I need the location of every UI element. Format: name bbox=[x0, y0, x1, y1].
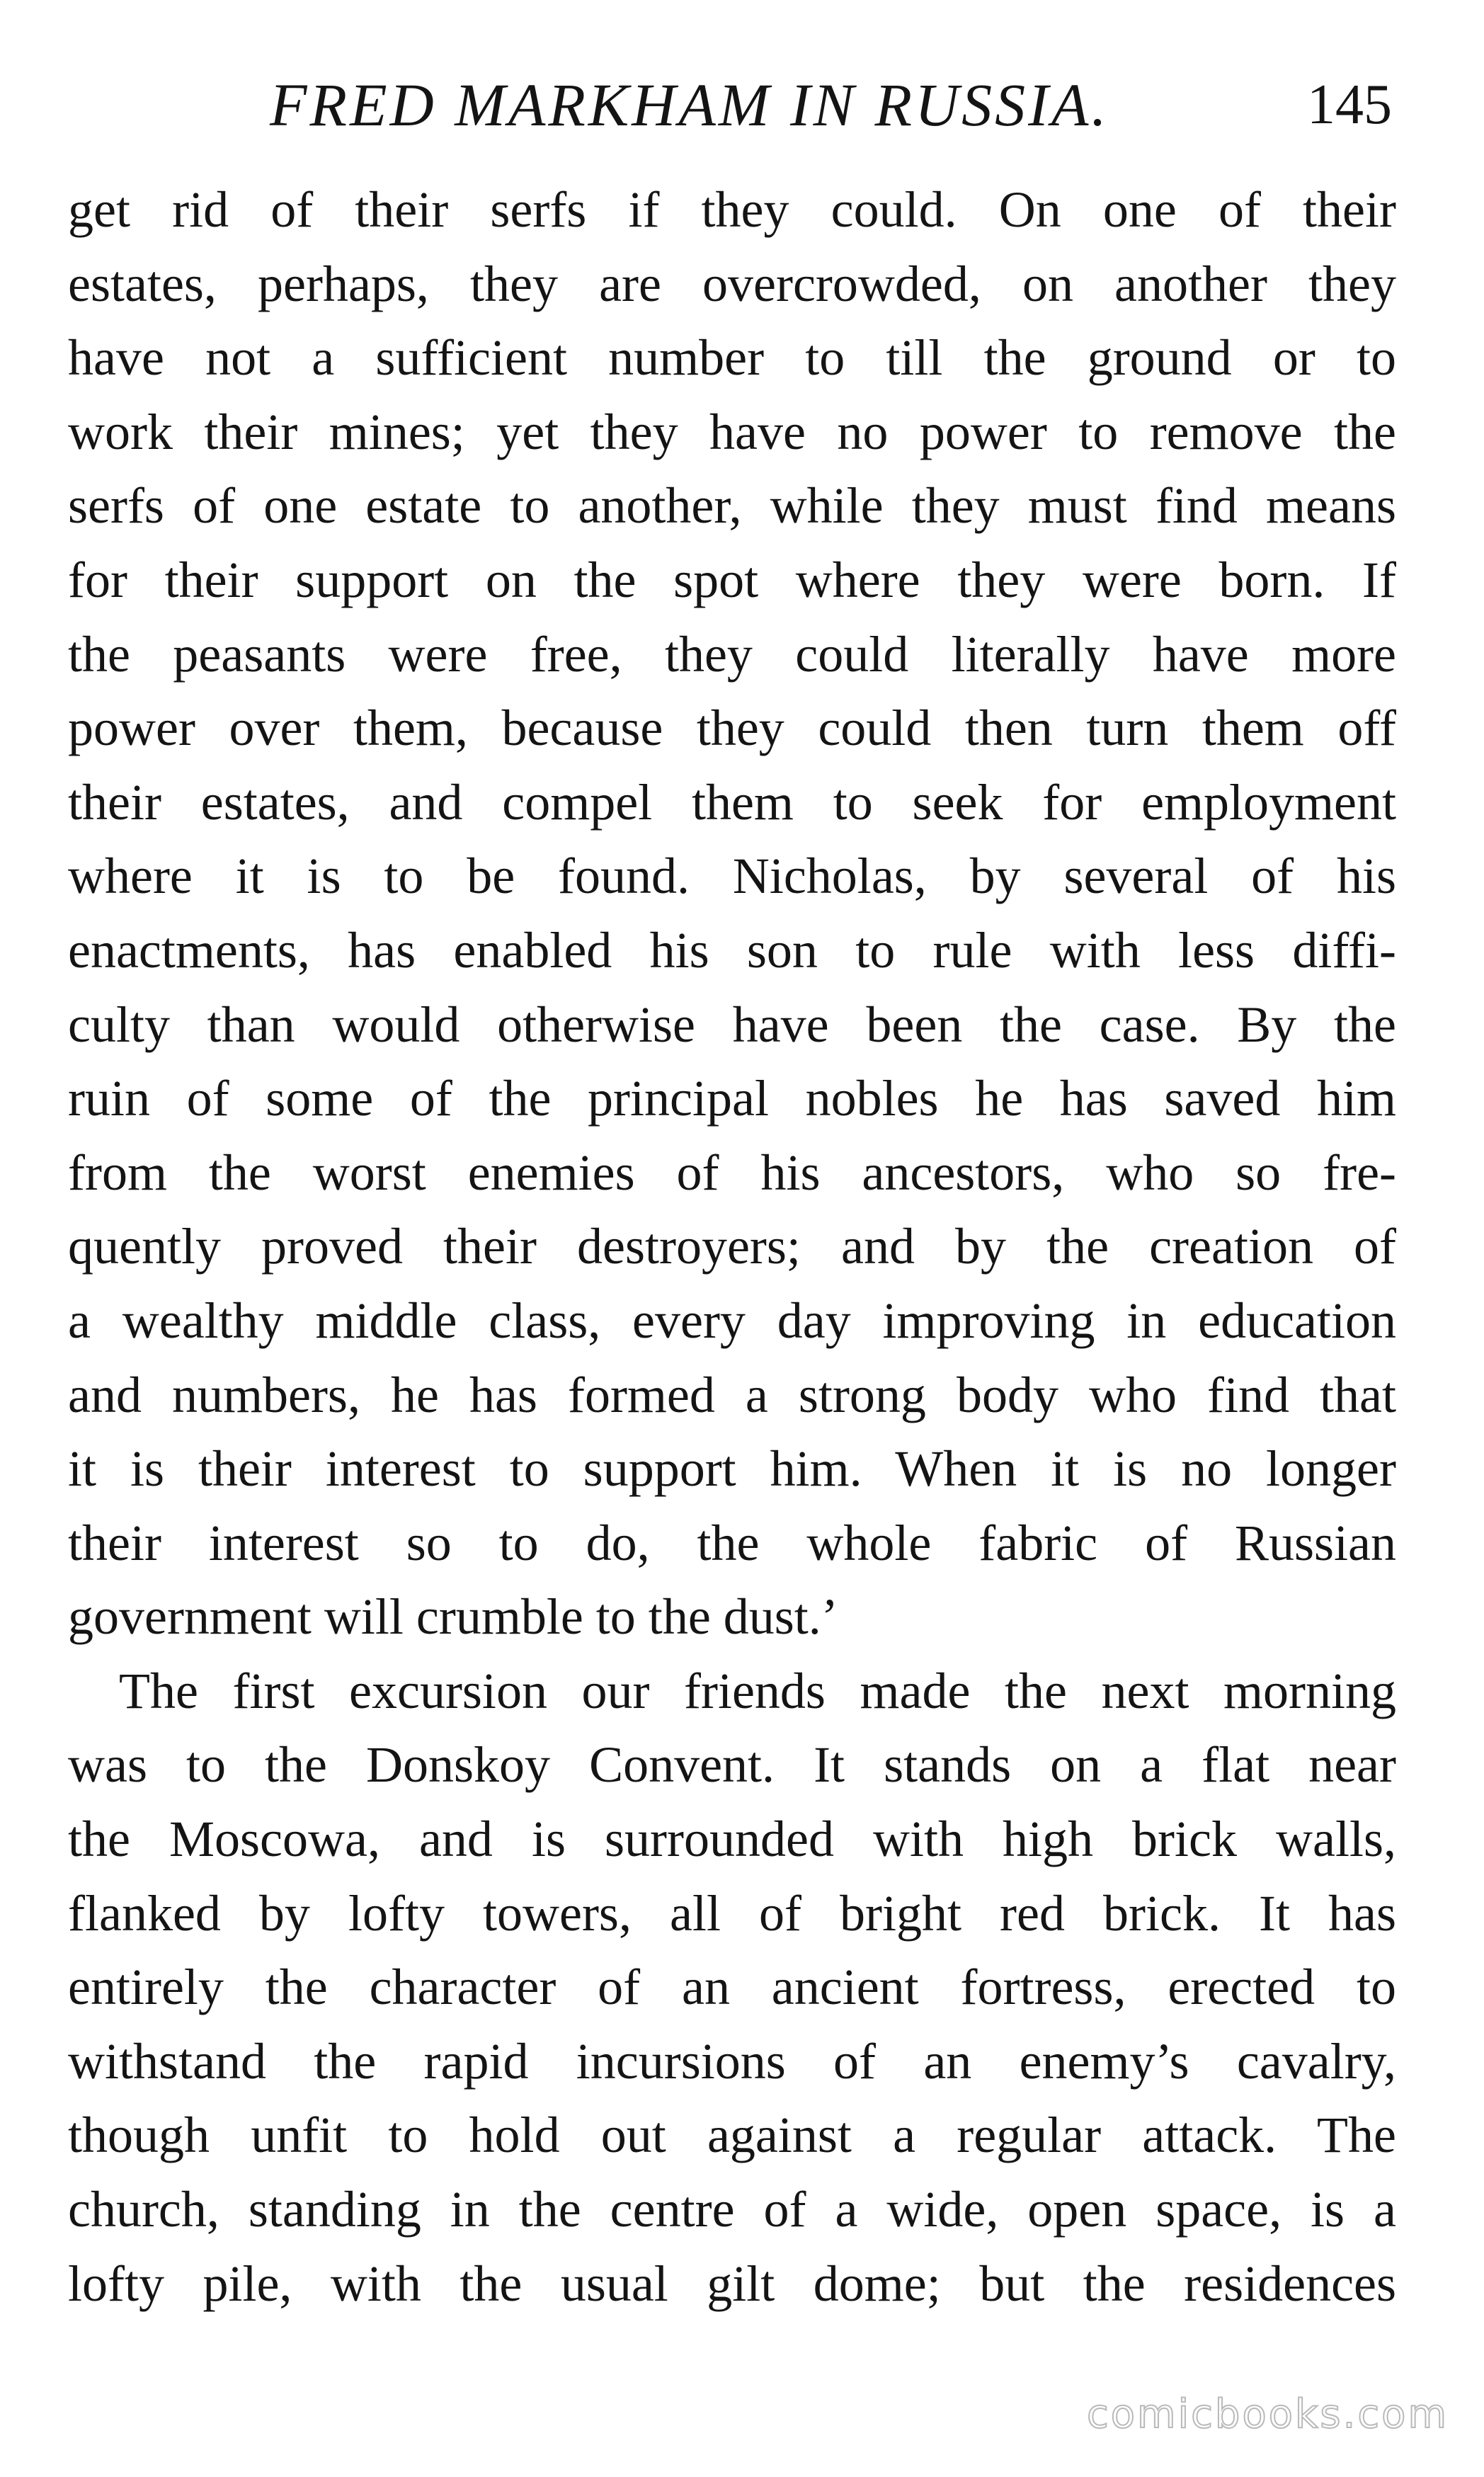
running-head bbox=[68, 62, 1396, 147]
text-line: government will crumble to the dust.’ bbox=[68, 1588, 838, 1646]
text-line: their estates, and compel them to seek for employment bbox=[68, 773, 1396, 831]
text-line: and numbers, he has formed a strong body who find that bbox=[68, 1366, 1396, 1423]
text-line: quently proved their destroyers; and by the creation of bbox=[68, 1218, 1396, 1275]
text-line: ruin of some of the principal nobles he has saved him bbox=[68, 1070, 1396, 1127]
text-line: was to the Donskoy Convent. It stands on a flat near bbox=[68, 1736, 1396, 1794]
text-line: withstand the rapid incursions of an enemy’s cavalry, bbox=[68, 2032, 1396, 2090]
text-line: the peasants were free, they could literally have more bbox=[68, 625, 1396, 683]
paragraph-1 bbox=[68, 173, 1396, 1654]
text-line: from the worst enemies of his ancestors, who so fre- bbox=[68, 1144, 1396, 1201]
text-line: though unfit to hold out against a regular attack. The bbox=[68, 2107, 1396, 2164]
text-line: enactments, has enabled his son to rule with less diffi- bbox=[68, 921, 1396, 979]
text-line: serfs of one estate to another, while they must find means bbox=[68, 477, 1396, 535]
text-line: church, standing in the centre of a wide, open space, is a bbox=[68, 2181, 1396, 2238]
text-line: it is their interest to support him. When it is no longer bbox=[68, 1440, 1396, 1498]
text-line: a wealthy middle class, every day improving in education bbox=[68, 1292, 1396, 1349]
text-line: their interest so to do, the whole fabric of Russian bbox=[68, 1514, 1396, 1571]
watermark: comicbooks.com bbox=[1086, 2391, 1449, 2437]
text-line: for their support on the spot where they were born. If bbox=[68, 551, 1396, 608]
text-line: The first excursion our friends made the next morning bbox=[119, 1662, 1396, 1719]
text-line: lofty pile, with the usual gilt dome; but the residences bbox=[68, 2255, 1396, 2312]
text-line: the Moscowa, and is surrounded with high brick walls, bbox=[68, 1811, 1396, 1868]
text-line: culty than would otherwise have been the case. By the bbox=[68, 996, 1396, 1053]
paragraph-2 bbox=[68, 1654, 1396, 2321]
text-line: flanked by lofty towers, all of bright red brick. It has bbox=[68, 1884, 1396, 1942]
text-line: where it is to be found. Nicholas, by several of his bbox=[68, 848, 1396, 905]
text-line: estates, perhaps, they are overcrowded, on another they bbox=[68, 255, 1396, 312]
page-number: 145 bbox=[1307, 74, 1392, 136]
text-line: work their mines; yet they have no power to remove the bbox=[68, 403, 1396, 460]
running-title: FRED MARKHAM IN RUSSIA. bbox=[270, 71, 1109, 139]
text-line: get rid of their serfs if they could. On one of their bbox=[68, 181, 1396, 238]
text-line: power over them, because they could then turn them off bbox=[68, 700, 1396, 757]
text-line: have not a sufficient number to till the ground or to bbox=[68, 329, 1396, 387]
body-text bbox=[68, 173, 1396, 2321]
text-line: entirely the character of an ancient fortress, erected to bbox=[68, 1959, 1396, 2016]
